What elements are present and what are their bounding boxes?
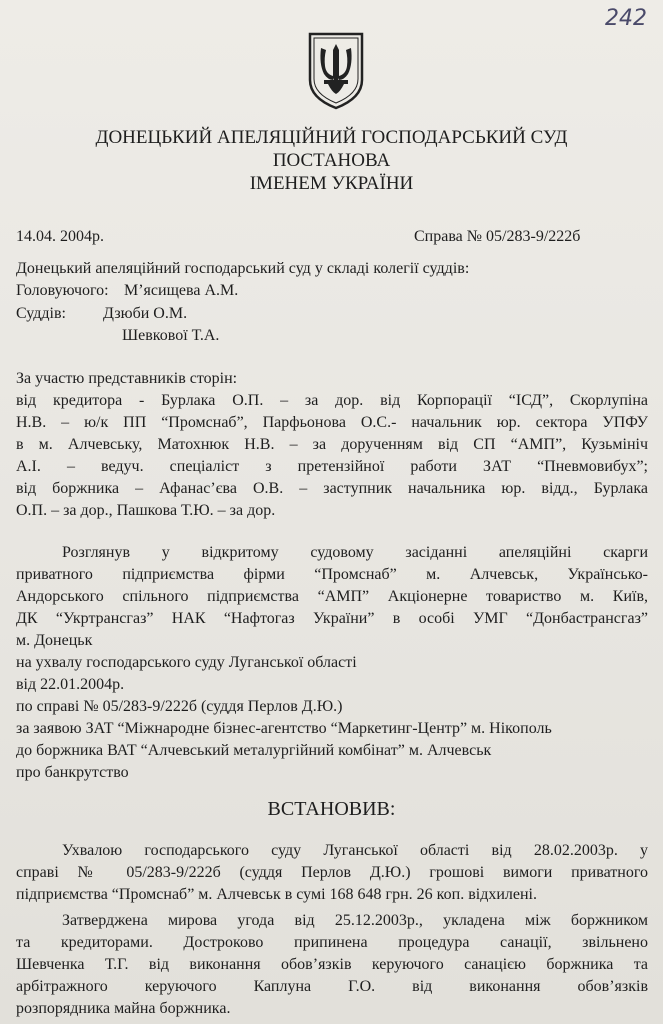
handwritten-page-number: 242 <box>605 6 647 31</box>
considered-block <box>16 564 648 630</box>
document-type: ПОСТАНОВА <box>272 150 391 171</box>
established-line: підприємства “Промснаб” м. Алчевськ в сумі 168 648 грн. 26 коп. відхилені. <box>16 886 537 903</box>
participants-block <box>16 390 648 522</box>
participants-line: в м. Алчевську, Матохнюк Н.В. – за дорученням від СП “АМП”, Кузьмініч <box>16 436 648 453</box>
considered-line: від 22.01.2004р. <box>16 676 125 693</box>
judge-1: Дзюби О.М. <box>103 305 188 322</box>
established-line: розпорядника майна боржника. <box>16 1000 231 1017</box>
document-header <box>0 126 663 195</box>
considered-first-line <box>62 542 648 564</box>
judges-label: Суддів: <box>16 305 66 322</box>
established-line: Ухвалою господарського суду Луганської області від 28.02.2003р. у <box>62 842 648 859</box>
document-date: 14.04. 2004р. <box>16 228 104 245</box>
considered-line: про банкрутство <box>16 764 129 781</box>
considered-line: м. Донецьк <box>16 632 93 649</box>
presiding-label: Головуючого: <box>16 282 109 299</box>
established-line: справі № 05/283-9/222б (суддя Перлов Д.Ю.) грошові вимоги приватного <box>16 864 648 881</box>
considered-line: приватного підприємства фірми “Промснаб” м. Алчевськ, Українсько- <box>16 566 648 583</box>
considered-line: до боржника ВАТ “Алчевський металургійний комбінат” м. Алчевськ <box>16 742 492 759</box>
established-line: та кредиторами. Достроково припинена процедура санації, звільнено <box>16 934 648 951</box>
presiding-judge: М’ясищева А.М. <box>124 282 239 299</box>
considered-line: Андорського спільного підприємства “АМП” Акціонерне товариство м. Київ, <box>16 588 648 605</box>
panel-intro: Донецький апеляційний господарський суд у складі колегії суддів: <box>16 260 470 277</box>
considered-line: Розглянув у відкритому судовому засіданні апеляційні скарги <box>62 544 648 561</box>
judge-2: Шевкової Т.А. <box>122 327 220 344</box>
participants-line: Н.В. – ю/к ПП “Промснаб”, Парфьонова О.С.- начальник юр. сектора УПФУ <box>16 414 648 431</box>
established-heading: ВСТАНОВИВ: <box>267 798 396 820</box>
considered-line: на ухвалу господарського суду Луганської області <box>16 654 357 671</box>
established-line: арбітражного керуючого Каплуна Г.О. від виконання обов’язків <box>16 978 648 995</box>
established-para2 <box>16 932 648 1020</box>
participants-line: О.П. – за дор., Пашкова Т.Ю. – за дор. <box>16 502 276 519</box>
trident-emblem-icon <box>306 30 366 110</box>
court-name: ДОНЕЦЬКИЙ АПЕЛЯЦІЙНИЙ ГОСПОДАРСЬКИЙ СУД <box>95 127 568 148</box>
considered-line: по справі № 05/283-9/222б (суддя Перлов Д.Ю.) <box>16 698 343 715</box>
established-para1-first <box>62 840 648 862</box>
participants-title: За участю представників сторін: <box>16 370 238 387</box>
established-para2-first <box>62 910 648 932</box>
case-number: Справа № 05/283-9/222б <box>414 228 581 245</box>
participants-line: від кредитора - Бурлака О.П. – за дор. від Корпорації “ІСД”, Скорлупіна <box>16 392 648 409</box>
in-name-of-ukraine: ІМЕНЕМ УКРАЇНИ <box>249 173 414 194</box>
participants-line: від боржника – Афанас’єва О.В. – заступник начальника юр. відд., Бурлака <box>16 480 648 497</box>
established-line: Шевченка Т.Г. від виконання обов’язків керуючого санацією боржника та <box>16 956 648 973</box>
considered-line: ДК “Укртрансгаз” НАК “Нафтогаз України” в особі УМГ “Донбастрансгаз” <box>16 610 648 627</box>
considered-line: за заявою ЗАТ “Міжнародне бізнес-агентство “Маркетинг-Центр” м. Нікополь <box>16 720 552 737</box>
established-line: Затверджена мирова угода від 25.12.2003р., укладена між боржником <box>62 912 648 929</box>
established-para1 <box>16 862 648 906</box>
participants-line: А.І. – ведуч. спеціаліст з претензійної работи ЗАТ “Пневмовибух”; <box>16 458 648 475</box>
